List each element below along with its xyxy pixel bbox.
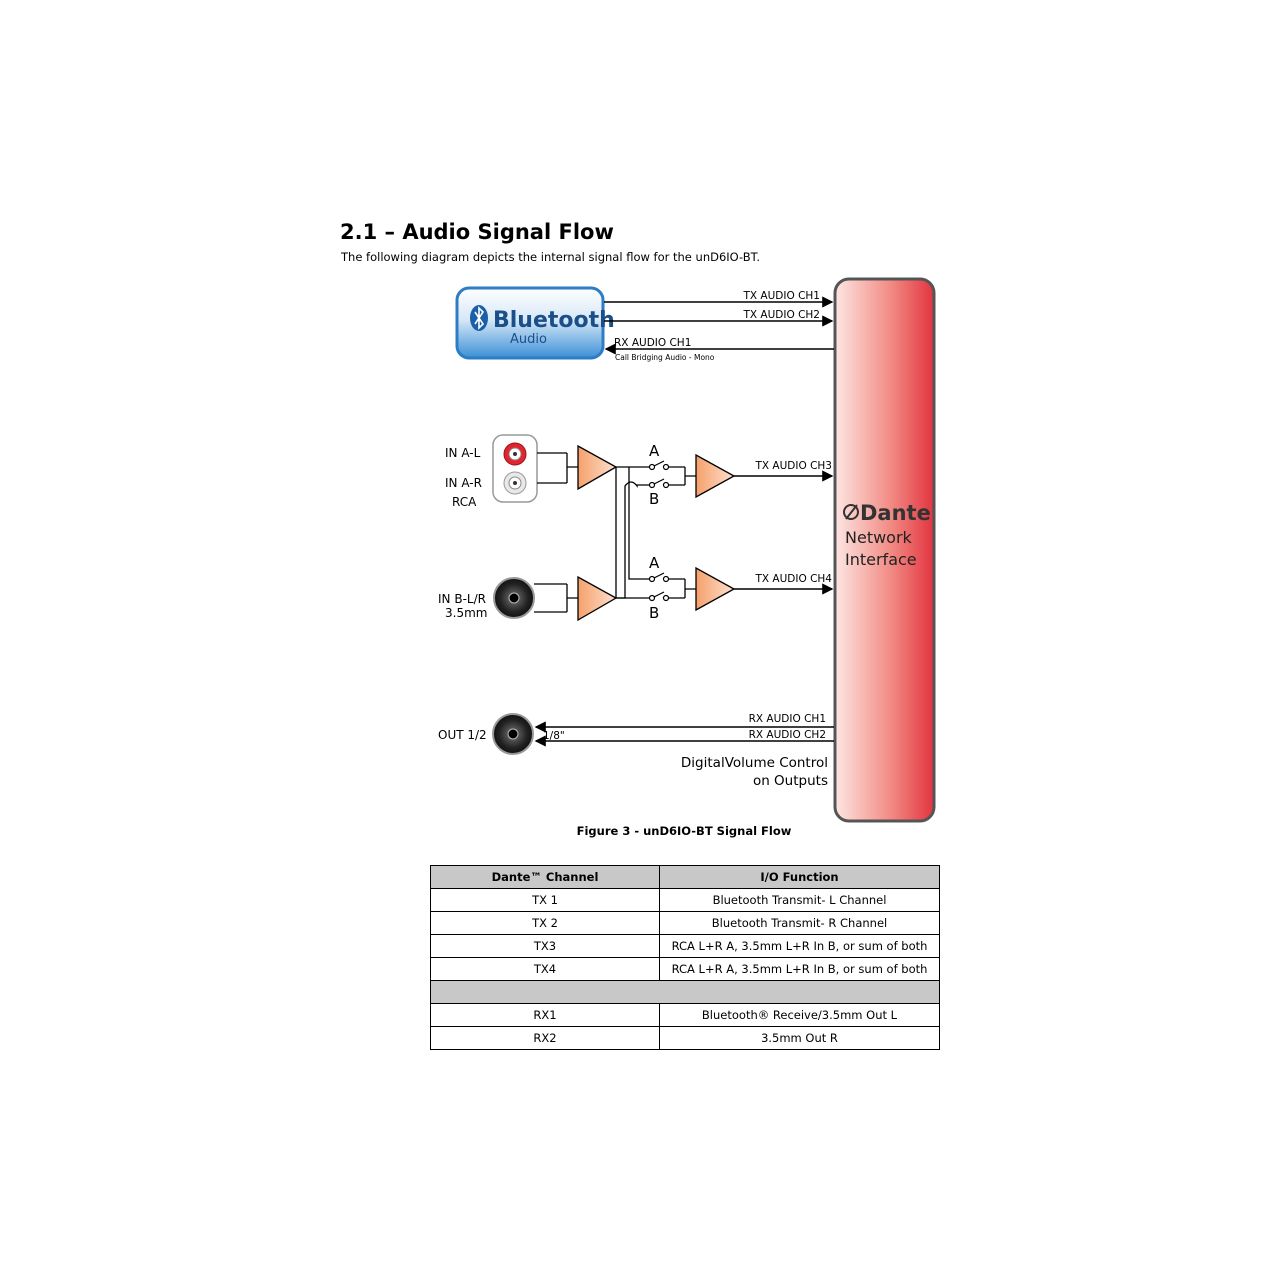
volume-line2: on Outputs: [752, 773, 828, 789]
section-heading: 2.1 – Audio Signal Flow: [340, 220, 614, 244]
function-cell: Bluetooth Transmit- R Channel: [660, 912, 940, 935]
in-a-l-label: IN A-L: [445, 446, 481, 460]
rca-label: RCA: [452, 495, 477, 509]
channel-cell: RX1: [431, 1004, 660, 1027]
rca-jack-icon: [493, 435, 537, 502]
mini-jack-in-icon: [494, 578, 534, 618]
volume-line1: DigitalVolume Control: [680, 755, 828, 771]
table-header-row: [431, 866, 940, 889]
mini-jack-out-icon: [493, 714, 533, 754]
channel-cell: TX 2: [431, 912, 660, 935]
function-cell: 3.5mm Out R: [660, 1027, 940, 1050]
dante-line1: Network: [845, 528, 912, 547]
in-a-r-label: IN A-R: [445, 476, 482, 490]
tx-ch1-label: TX AUDIO CH1: [743, 290, 820, 302]
tx-ch4-label: TX AUDIO CH4: [755, 573, 832, 585]
in-b-size-label: 3.5mm: [445, 606, 488, 620]
function-cell: RCA L+R A, 3.5mm L+R In B, or sum of both: [660, 935, 940, 958]
intro-text: The following diagram depicts the internal signal flow for the unD6IO-BT.: [341, 250, 760, 264]
rx-ch1-label: RX AUDIO CH1: [748, 713, 826, 725]
header-io-function: I/O Function: [660, 866, 940, 889]
function-cell: Bluetooth® Receive/3.5mm Out L: [660, 1004, 940, 1027]
tx-ch3-label: TX AUDIO CH3: [755, 460, 832, 472]
separator-cell: [431, 981, 940, 1004]
switch-ch4: [650, 573, 669, 601]
header-dante-channel: Dante™ Channel: [431, 866, 660, 889]
dante-brand: Dante: [860, 501, 931, 525]
table-row: [431, 935, 940, 958]
rx-ch2-label: RX AUDIO CH2: [748, 729, 826, 741]
table-row: [431, 1027, 940, 1050]
channel-cell: TX 1: [431, 889, 660, 912]
bluetooth-icon: [470, 305, 488, 331]
in-b-label: IN B-L/R: [438, 592, 486, 606]
bluetooth-sub: Audio: [510, 332, 547, 347]
channel-cell: TX4: [431, 958, 660, 981]
table-row: [431, 912, 940, 935]
switch-b-label-ch3: B: [649, 490, 660, 508]
bluetooth-brand: Bluetooth: [493, 308, 615, 333]
out-size-label: 1/8": [543, 730, 565, 742]
table-row: [431, 1004, 940, 1027]
channel-cell: RX2: [431, 1027, 660, 1050]
rx-ch1-bt-label: RX AUDIO CH1: [614, 337, 692, 349]
switch-ch3: [650, 461, 669, 488]
amp-rca-icon: [578, 446, 616, 489]
function-cell: RCA L+R A, 3.5mm L+R In B, or sum of both: [660, 958, 940, 981]
out-label: OUT 1/2: [438, 728, 487, 742]
bluetooth-box: [457, 288, 615, 358]
function-cell: Bluetooth Transmit- L Channel: [660, 889, 940, 912]
dante-line2: Interface: [845, 550, 917, 569]
amp-ch3-icon: [696, 455, 734, 497]
dante-interface-block: [835, 279, 934, 821]
switch-a-label-ch3: A: [649, 442, 660, 460]
call-bridging-label: Call Bridging Audio - Mono: [615, 353, 715, 362]
switch-a-label-ch4: A: [649, 554, 660, 572]
table-row: [431, 958, 940, 981]
channel-cell: TX3: [431, 935, 660, 958]
table-separator-row: [431, 981, 940, 1004]
amp-mini-icon: [578, 577, 616, 620]
channel-function-table: [430, 865, 940, 1050]
figure-caption: Figure 3 - unD6IO-BT Signal Flow: [576, 824, 792, 838]
amp-ch4-icon: [696, 568, 734, 610]
table-row: [431, 889, 940, 912]
tx-ch2-label: TX AUDIO CH2: [743, 309, 820, 321]
switch-b-label-ch4: B: [649, 604, 660, 622]
